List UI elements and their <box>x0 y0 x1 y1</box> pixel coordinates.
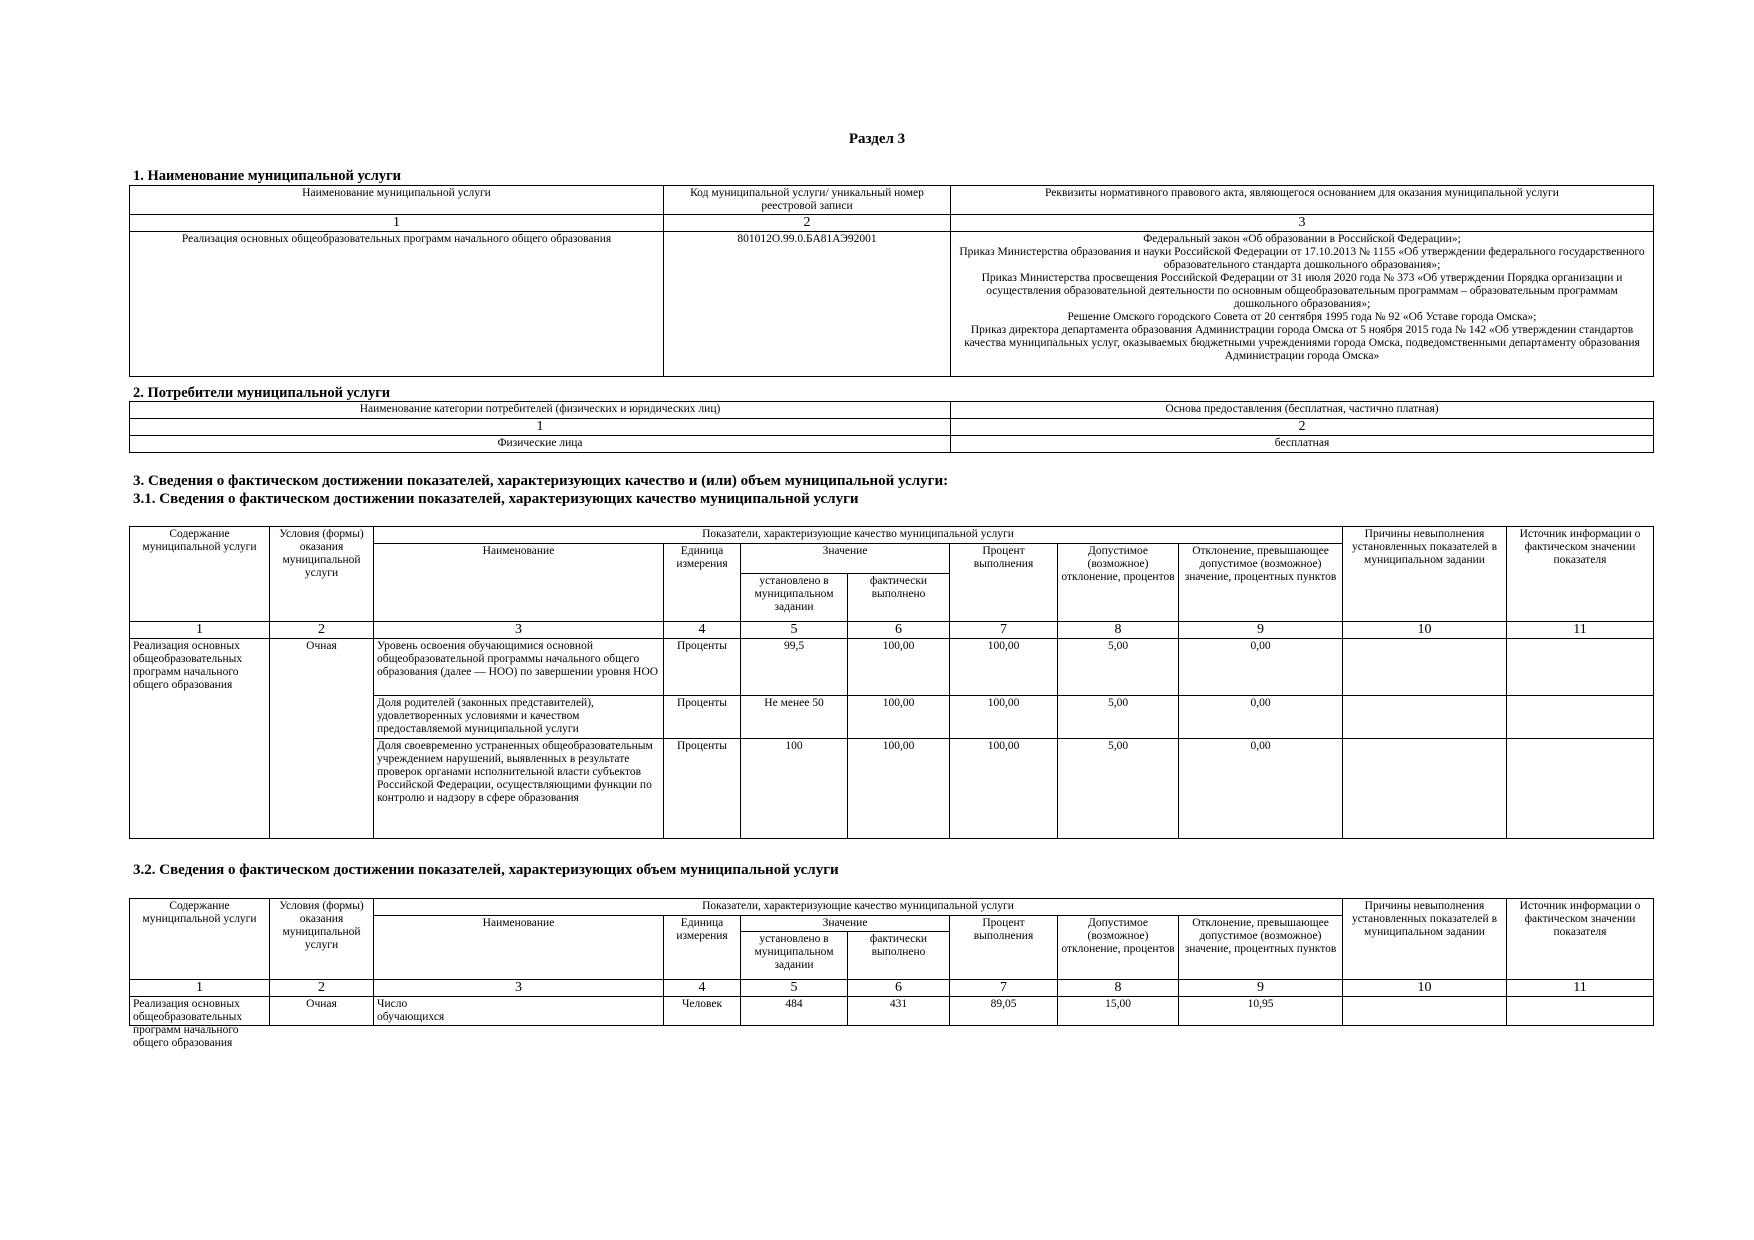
header-reasons: Причины невыполнения установленных показателей в муниципальном задании <box>1343 899 1507 980</box>
reasons-cell <box>1343 696 1507 739</box>
deviation-cell: 10,95 <box>1179 997 1343 1026</box>
col-number: 1 <box>130 622 270 639</box>
content-cell: Реализация основных общеобразовательных программ начального общего образования <box>130 639 270 839</box>
deviation-cell: 0,00 <box>1179 639 1343 696</box>
volume-indicators-table <box>129 898 1654 1049</box>
unit-cell: Человек <box>664 997 741 1026</box>
actual-cell: 100,00 <box>848 696 950 739</box>
percent-cell: 100,00 <box>950 696 1058 739</box>
allowed-cell: 15,00 <box>1058 997 1179 1026</box>
header-content: Содержание муниципальной услуги <box>130 527 270 622</box>
percent-cell: 100,00 <box>950 639 1058 696</box>
section-2-heading: 2. Потребители муниципальной услуги <box>133 385 391 401</box>
header-conditions: Условия (формы) оказания муниципальной услуги <box>270 527 374 622</box>
col-number: 6 <box>848 622 950 639</box>
header-unit: Единица измерения <box>664 916 741 980</box>
content-cell <box>130 997 270 1049</box>
header-source: Источник информации о фактическом значении показателя <box>1507 899 1654 980</box>
header-value: Значение <box>741 544 950 574</box>
header-unit: Единица измерения <box>664 544 741 622</box>
header-excess-deviation: Отклонение, превышающее допустимое (возможное) значение, процентных пунктов <box>1179 916 1343 980</box>
section-3-2-heading: 3.2. Сведения о фактическом достижении показателей, характеризующих объем муниципальной услуги <box>133 862 839 878</box>
content-text: Реализация основных общеобразовательных программ начального общего образования <box>133 998 243 1049</box>
unit-cell: Проценты <box>664 739 741 839</box>
planned-cell: 99,5 <box>741 639 848 696</box>
legal-act: Приказ директора департамента образования Администрации города Омска от 5 ноября 2015 года № 142 «Об утверждении стандартов качества муниципальных услуг, оказываемых бюджетными учреждениями города Омска, подведомственными департаменту образования Администрации города Омска» <box>964 324 1640 362</box>
actual-cell: 100,00 <box>848 739 950 839</box>
header-conditions: Условия (формы) оказания муниципальной услуги <box>270 899 374 980</box>
col-number: 8 <box>1058 622 1179 639</box>
indicator-name-text: Число обучающихся <box>377 998 445 1023</box>
source-cell <box>1507 739 1654 839</box>
consumer-cell: Физические лица <box>130 436 951 453</box>
header-indicator-name: Наименование <box>374 916 664 980</box>
quality-indicators-table <box>129 526 1654 839</box>
reasons-cell <box>1343 997 1507 1026</box>
col-number: 10 <box>1343 980 1507 997</box>
header-indicators: Показатели, характеризующие качество муниципальной услуги <box>374 527 1343 544</box>
service-name-cell: Реализация основных общеобразовательных программ начального общего образования <box>130 232 664 377</box>
table-row <box>130 997 1654 1026</box>
header-value: Значение <box>741 916 950 932</box>
col-number: 3 <box>374 980 664 997</box>
header-percent: Процент выполнения <box>950 544 1058 622</box>
page-title: Раздел 3 <box>848 131 906 147</box>
col-number: 11 <box>1507 980 1654 997</box>
header-service-code: Код муниципальной услуги/ уникальный номер реестровой записи <box>664 186 951 215</box>
allowed-cell: 5,00 <box>1058 696 1179 739</box>
allowed-cell: 5,00 <box>1058 739 1179 839</box>
col-number: 4 <box>664 980 741 997</box>
col-number: 3 <box>951 215 1654 232</box>
header-planned: установлено в муниципальном задании <box>741 574 848 622</box>
allowed-cell: 5,00 <box>1058 639 1179 696</box>
planned-cell: 100 <box>741 739 848 839</box>
legal-act: Приказ Министерства просвещения Российской Федерации от 31 июля 2020 года № 373 «Об утверждении Порядка организации и осуществления образовательной деятельности по основным общеобразовательным программам – образовательным программам дошкольного образования»; <box>981 272 1623 310</box>
reasons-cell <box>1343 639 1507 696</box>
col-number: 9 <box>1179 980 1343 997</box>
col-number: 2 <box>664 215 951 232</box>
header-reasons: Причины невыполнения установленных показателей в муниципальном задании <box>1343 527 1507 622</box>
col-number: 1 <box>130 980 270 997</box>
header-percent: Процент выполнения <box>950 916 1058 980</box>
col-number: 2 <box>270 980 374 997</box>
header-excess-deviation: Отклонение, превышающее допустимое (возможное) значение, процентных пунктов <box>1179 544 1343 622</box>
unit-cell: Проценты <box>664 696 741 739</box>
header-allowed-deviation: Допустимое (возможное) отклонение, процентов <box>1058 544 1179 622</box>
legal-act: Приказ Министерства образования и науки Российской Федерации от 17.10.2013 № 1155 «Об утверждении федерального государственного образовательного стандарта дошкольного образования»; <box>959 246 1645 271</box>
col-number: 2 <box>270 622 374 639</box>
header-legal-acts: Реквизиты нормативного правового акта, являющегося основанием для оказания муниципальной услуги <box>951 186 1654 215</box>
indicator-name-cell: Уровень освоения обучающимися основной общеобразовательной программы начального общего образования (далее — НОО) по завершении уровня НОО <box>374 639 664 696</box>
col-number: 8 <box>1058 980 1179 997</box>
deviation-cell: 0,00 <box>1179 739 1343 839</box>
reasons-cell <box>1343 739 1507 839</box>
section-1-heading: 1. Наименование муниципальной услуги <box>133 168 402 184</box>
deviation-cell: 0,00 <box>1179 696 1343 739</box>
header-planned: установлено в муниципальном задании <box>741 932 848 980</box>
table-row <box>130 639 1654 696</box>
col-number: 4 <box>664 622 741 639</box>
header-indicator-name: Наименование <box>374 544 664 622</box>
header-basis: Основа предоставления (бесплатная, частично платная) <box>951 402 1654 419</box>
service-code-cell: 801012О.99.0.БА81АЭ92001 <box>664 232 951 377</box>
planned-cell: 484 <box>741 997 848 1026</box>
legal-act: Федеральный закон «Об образовании в Российской Федерации»; <box>1143 233 1461 245</box>
form-cell: Очная <box>270 997 374 1026</box>
percent-cell: 89,05 <box>950 997 1058 1026</box>
col-number: 9 <box>1179 622 1343 639</box>
header-indicators: Показатели, характеризующие качество муниципальной услуги <box>374 899 1343 916</box>
indicator-name-cell: Доля родителей (законных представителей), удовлетворенных условиями и качеством предоставляемой муниципальной услуги <box>374 696 664 739</box>
actual-cell: 431 <box>848 997 950 1026</box>
planned-cell: Не менее 50 <box>741 696 848 739</box>
form-cell: Очная <box>270 639 374 839</box>
indicator-name-cell <box>374 997 664 1026</box>
section-3-heading: 3. Сведения о фактическом достижении показателей, характеризующих качество и (или) объем муниципальной услуги: <box>133 473 949 489</box>
legal-acts-cell <box>951 232 1654 377</box>
col-number: 3 <box>374 622 664 639</box>
unit-cell: Проценты <box>664 639 741 696</box>
col-number: 11 <box>1507 622 1654 639</box>
col-number: 10 <box>1343 622 1507 639</box>
basis-cell: бесплатная <box>951 436 1654 453</box>
consumers-table <box>129 401 1654 453</box>
header-content: Содержание муниципальной услуги <box>130 899 270 980</box>
source-cell <box>1507 997 1654 1026</box>
header-service-name: Наименование муниципальной услуги <box>130 186 664 215</box>
col-number: 2 <box>951 419 1654 436</box>
indicator-name-cell: Доля своевременно устраненных общеобразовательным учреждением нарушений, выявленных в результате проверок органами исполнительной власти субъектов Российской Федерации, осуществляющими функции по контролю и надзору в сфере образования <box>374 739 664 839</box>
col-number: 1 <box>130 419 951 436</box>
col-number: 5 <box>741 622 848 639</box>
section-3-1-heading: 3.1. Сведения о фактическом достижении показателей, характеризующих качество муниципальной услуги <box>133 491 859 507</box>
source-cell <box>1507 639 1654 696</box>
legal-act: Решение Омского городского Совета от 20 сентября 1995 года № 92 «Об Уставе города Омска»; <box>1067 311 1537 323</box>
col-number: 5 <box>741 980 848 997</box>
col-number: 7 <box>950 622 1058 639</box>
percent-cell: 100,00 <box>950 739 1058 839</box>
header-actual: фактически выполнено <box>848 932 950 980</box>
col-number: 1 <box>130 215 664 232</box>
header-actual: фактически выполнено <box>848 574 950 622</box>
header-consumer-category: Наименование категории потребителей (физических и юридических лиц) <box>130 402 951 419</box>
header-source: Источник информации о фактическом значении показателя <box>1507 527 1654 622</box>
service-name-table <box>129 185 1654 377</box>
col-number: 6 <box>848 980 950 997</box>
header-allowed-deviation: Допустимое (возможное) отклонение, процентов <box>1058 916 1179 980</box>
actual-cell: 100,00 <box>848 639 950 696</box>
col-number: 7 <box>950 980 1058 997</box>
source-cell <box>1507 696 1654 739</box>
